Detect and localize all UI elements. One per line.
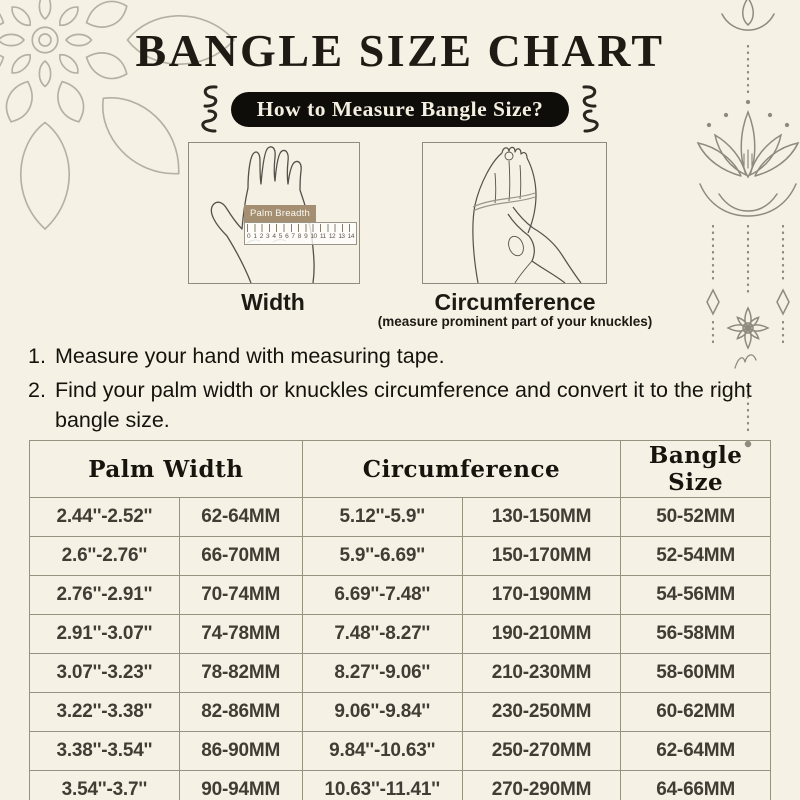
- ruler-number: 8: [297, 233, 301, 240]
- table-cell: 62-64MM: [621, 732, 771, 771]
- ruler-ticks: [247, 224, 354, 232]
- table-header-cell: Bangle Size: [621, 441, 771, 498]
- ruler-number: 5: [278, 233, 282, 240]
- table-cell: 64-66MM: [621, 771, 771, 800]
- table-cell: 150-170MM: [462, 537, 621, 576]
- table-cell: 3.07''-3.23'': [30, 654, 180, 693]
- ruler-number: 3: [266, 233, 270, 240]
- ruler-number: 0: [247, 233, 251, 240]
- ruler-number: 10: [310, 233, 317, 240]
- table-cell: 190-210MM: [462, 615, 621, 654]
- instructions-list: [28, 341, 776, 439]
- ruler-number: 4: [272, 233, 276, 240]
- swirl-left-icon: [192, 84, 222, 134]
- table-cell: 9.06''-9.84'': [302, 693, 462, 732]
- table-row: [30, 576, 771, 615]
- palm-breadth-label: Palm Breadth: [244, 205, 316, 222]
- circumference-caption: Circumference: [434, 289, 596, 315]
- table-cell: 70-74MM: [179, 576, 302, 615]
- table-cell: 3.54''-3.7'': [30, 771, 180, 800]
- table-cell: 170-190MM: [462, 576, 621, 615]
- table-header-cell: Circumference: [302, 441, 621, 498]
- table-cell: 250-270MM: [462, 732, 621, 771]
- table-cell: 58-60MM: [621, 654, 771, 693]
- bangle-size-table: [29, 440, 771, 800]
- instruction-number: 1.: [28, 344, 46, 368]
- hand-circumference-illustration: [423, 143, 606, 283]
- table-cell: 130-150MM: [462, 498, 621, 537]
- width-caption: Width: [241, 289, 305, 315]
- ruler-number: 6: [285, 233, 289, 240]
- ruler-icon: [244, 222, 357, 245]
- circumference-subcaption: (measure prominent part of your knuckles): [377, 314, 653, 329]
- table-row: [30, 771, 771, 800]
- table-cell: 60-62MM: [621, 693, 771, 732]
- table-cell: 270-290MM: [462, 771, 621, 800]
- table-cell: 230-250MM: [462, 693, 621, 732]
- table-cell: 8.27''-9.06'': [302, 654, 462, 693]
- ruler-number: 13: [338, 233, 345, 240]
- table-cell: 6.69''-7.48'': [302, 576, 462, 615]
- table-cell: 2.6''-2.76'': [30, 537, 180, 576]
- table-cell: 7.48''-8.27'': [302, 615, 462, 654]
- swirl-right-icon: [578, 84, 608, 134]
- table-row: [30, 654, 771, 693]
- ruler-number: 14: [347, 233, 354, 240]
- table-cell: 74-78MM: [179, 615, 302, 654]
- table-cell: 90-94MM: [179, 771, 302, 800]
- banner-row: [0, 84, 800, 134]
- table-cell: 3.22''-3.38'': [30, 693, 180, 732]
- table-cell: 66-70MM: [179, 537, 302, 576]
- table-cell: 2.91''-3.07'': [30, 615, 180, 654]
- table-cell: 82-86MM: [179, 693, 302, 732]
- instruction-number: 2.: [28, 377, 46, 402]
- table-cell: 9.84''-10.63'': [302, 732, 462, 771]
- page-title: BANGLE SIZE CHART: [135, 25, 665, 76]
- table-body: [30, 498, 771, 800]
- table-row: [30, 615, 771, 654]
- instruction-item: [28, 375, 776, 436]
- table-row: [30, 498, 771, 537]
- table-cell: 210-230MM: [462, 654, 621, 693]
- instruction-item: [28, 341, 776, 372]
- table-cell: 2.44''-2.52'': [30, 498, 180, 537]
- banner-pill: How to Measure Bangle Size?: [231, 92, 570, 127]
- table-cell: 78-82MM: [179, 654, 302, 693]
- table-row: [30, 537, 771, 576]
- table-cell: 62-64MM: [179, 498, 302, 537]
- table-cell: 52-54MM: [621, 537, 771, 576]
- table-cell: 10.63''-11.41'': [302, 771, 462, 800]
- table-cell: 50-52MM: [621, 498, 771, 537]
- circumference-illustration-box: [422, 142, 607, 284]
- table-cell: 86-90MM: [179, 732, 302, 771]
- ruler-number: 9: [304, 233, 308, 240]
- ruler-number: 1: [253, 233, 257, 240]
- ruler-number: 12: [328, 233, 336, 240]
- ruler-number: 2: [259, 233, 263, 240]
- instruction-text: Measure your hand with measuring tape.: [55, 344, 445, 368]
- width-illustration-box: [188, 142, 360, 284]
- table-cell: 56-58MM: [621, 615, 771, 654]
- ruler-number: 11: [319, 233, 326, 240]
- table-row: [30, 693, 771, 732]
- table-row: [30, 732, 771, 771]
- ruler-numbers: [245, 232, 356, 241]
- table-cell: 2.76''-2.91'': [30, 576, 180, 615]
- instruction-text: Find your palm width or knuckles circumference and convert it to the right bangle size.: [55, 377, 752, 433]
- table-cell: 5.9''-6.69'': [302, 537, 462, 576]
- table-cell: 54-56MM: [621, 576, 771, 615]
- ruler-number: 7: [291, 233, 295, 240]
- table-header-cell: Palm Width: [30, 441, 303, 498]
- table-cell: 3.38''-3.54'': [30, 732, 180, 771]
- table-cell: 5.12''-5.9'': [302, 498, 462, 537]
- table-header-row: [30, 441, 771, 498]
